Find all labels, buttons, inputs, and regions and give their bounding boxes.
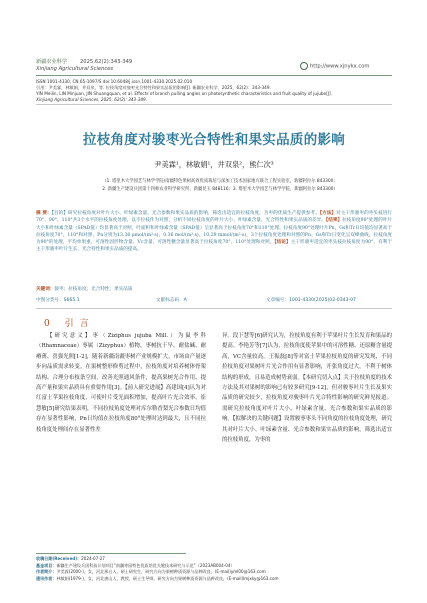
affiliation-2: 2. 新疆生产建设兵团第十四师农业科学研究所，新疆昆玉 848116；3. 塔里木大学园艺与林学学院，新疆阿拉尔 843300） — [102, 187, 338, 192]
citation-en-1: YIN Meilin, LIN Minjuan, JIN Shuangquan, et al. Effects of branch pulling angles on photosynthetic characteristics and fruit quality of jujube[J]. — [36, 91, 332, 96]
paper-title: 拉枝角度对骏枣光合特性和果实品质的影响 — [82, 132, 346, 148]
corresponding-author: 林敏娟(1979-)，女，河北唐山人，教授，硕士生导师，研究方向为果树种质资源与品种改良，(E-mail)lmjxky@163.com — [56, 575, 279, 581]
body-column-right: 异。段下慧等[6]研究认为，拉枝角度有利于苹果叶片生长发育和果品的提高。李艳芳等[7]认为，拉枝角度使苹果中的可溶性糖、还原糖含量提高，VC含量较高。王振磊[8]等对富士苹果拉枝角度的研究发现，不同拉枝角度对果树叶片光合作用有显著影响，开张角度过大，不利于树体结构的形成，且易造成树势衰弱。【本研究切入点】关于拉枝角度的技术方法及其对果树的影响已有较多研究[9-12]，但对骏枣叶片生长及果实品质的研究较少，拉枝角度对骏枣叶片光合特性影响的研究鲜见报道。需研究拉枝角度对叶片大小、叶绿素含量、光合参数和果实品质的影响。【拟解决的关键问题】设置骏枣枣头不同角度的拉枝角度处理，研究其对叶片大小、叶绿素含量、光合参数和果实品质的影响，筛选出适宜的拉枝角度，为枣的 — [222, 333, 392, 444]
document-code: 文献标志码：A — [156, 298, 187, 303]
abstract-conclusion-label: 【结论】 — [274, 240, 291, 246]
keywords — [36, 286, 392, 293]
affiliation-1: （1. 塔里木大学园艺与林学学院/南疆特色果树高效优质栽培与深加工技术国家地方联合工程实验室，新疆阿拉尔 843300； — [102, 179, 338, 184]
journal-issue: 2025,62(2):343-349 — [80, 59, 133, 65]
received-date: 2024-07-27 — [81, 556, 105, 561]
abstract-method-label: 【方法】 — [319, 211, 337, 216]
fund-label: 基金项目： — [36, 562, 57, 568]
footnote-fund — [36, 563, 392, 569]
keywords-text: 骏枣；拉枝角度；光合特性；果实品质 — [54, 287, 133, 292]
citation-divider — [36, 104, 392, 105]
body-column-left: 【研究意义】枣（Ziziphus jujuba Mill.）为鼠李科（Rhamnaceae）枣属（Zizyphus）植物，枣树抗干旱、耐盐碱、耐瘠薄、喜强光照[1-2]，随着新疆南疆枣树产业规模扩大，市场由产量逐步向品质需求转变。在果树整形修剪过程中，拉枝角度对培养树体骨架结构、合理分布枝条空间，改善光照通风条件，提高果树光合作用、提高产量和果实品质具有重要作用[3]。【前人研究进展】高建国[4]认为对红富士苹果拉枝角度，可使叶片受光面积增加，提高叶片光合效率。崔慧敏[5]研究结果表明，不同拉枝角度处理对库尔勒香梨光合参数日均值存在显著性影响，Pn日均值在拉枝角度80°处理时达到最大，且不同拉枝角度处理间存在显著性差 — [36, 333, 206, 433]
section-number: 0 — [44, 319, 56, 329]
website-link[interactable]: http://www.xjnykx.com — [310, 63, 370, 70]
journal-name-en: Xinjiang Agricultural Sciences — [36, 66, 114, 72]
journal-name-cn: 新疆农业科学 — [36, 59, 68, 65]
author-bio-label: 作者简介： — [36, 569, 57, 574]
fund-text: 新疆生产建设兵团科技计划项目“南疆枣园特色优质培优关键技术研究与示范”（2023AB004-04） — [56, 562, 235, 568]
abstract-objective: 【目的】研究拉枝角度对叶片大小、叶绿素含量、光合参数和果实品质的影响，筛选出适宜的拉枝角度，为枣的优质生产提供参考。 — [51, 211, 320, 216]
article-number: 文章编号：1001-4330(2025)02-0343-07 — [266, 298, 356, 303]
author-list: 尹美霖¹，林敏娟¹，井双泉²，熊仁次³ — [154, 160, 274, 169]
abstract-result: 拉枝角度90°处理的叶片大小和叶绿素含量（SPAD值）均显著高于对照，叶面积和叶绿素含量（SPAD值）呈显著高于拉枝角度70°和110°处理。拉枝角度90°处理叶片Pn、Gs和Tr日均值均显著高于拉枝角度70°、110°和对照，Pn分别为13.36 μmol/(m²·s)、0.36 mol/(m²·s)、10.29 mmol/(m²·s)，3个拉枝角度处理和对照的Pn、Gs和Tr日变化呈双峰曲线。拉枝角度为90°的处理，平均单果重、可溶性固形物含量、Vc含量、可溶性糖含量显著高于拉枝角度70°、110°处理和对照。 — [36, 218, 392, 246]
section-heading — [44, 316, 95, 329]
abstract — [36, 210, 392, 284]
abstract-label: 摘 要： — [36, 211, 52, 216]
received-label: 收稿日期(Received)： — [36, 556, 82, 561]
author-bio: 尹美霖(2000-)，女，河北邢台人，硕士研究生，研究方向为果树种质资源与品种改良，(E-mail)yml00@163.com — [56, 569, 266, 574]
keywords-label: 关键词： — [36, 287, 55, 292]
footnote-divider — [36, 553, 186, 554]
abstract-method: 对主干形骏枣的枣头枝进行70°、90°、110°共3个水平的拉枝角度处理，以不拉枝作为对照，分析不同拉枝角度的叶片大小、叶绿素含量、光合特性和果实品质的差异。 — [36, 211, 392, 224]
footnote-received — [36, 556, 392, 562]
corresponding-label: 通讯作者： — [36, 575, 57, 581]
globe-icon — [300, 62, 308, 70]
abstract-divider — [36, 308, 392, 309]
footnote-corresponding — [36, 576, 392, 582]
clc-number: 中图分类号：S665.1 — [36, 298, 80, 303]
abstract-result-label: 【结果】 — [325, 218, 343, 224]
doi-line: ISSN 1001-4330, CN 65-1097/S doi:10.6048/j.issn.1001-4330.2025.02.010 — [36, 79, 193, 84]
section-title: 引言 — [64, 319, 95, 329]
abstract-conclusion: 主干形骏枣适宜的枣头枝拉枝角度为90°，有利于主干形骏枣叶片生长、光合特性和果实品质的提高。 — [36, 240, 392, 253]
footnote-author — [36, 569, 392, 575]
header-divider — [36, 75, 392, 76]
citation-cn: 引用：尹美霖，林敏娟，井双泉，等. 拉枝角度对骏枣光合特性和果实品质的影响[J]. 新疆农业科学，2025，62(2)：343-349. — [36, 85, 271, 90]
citation-en-2: Xinjiang Agricultural Sciences, 2025, 62(2): 343-349. — [36, 97, 148, 102]
journal-website[interactable] — [300, 62, 369, 71]
